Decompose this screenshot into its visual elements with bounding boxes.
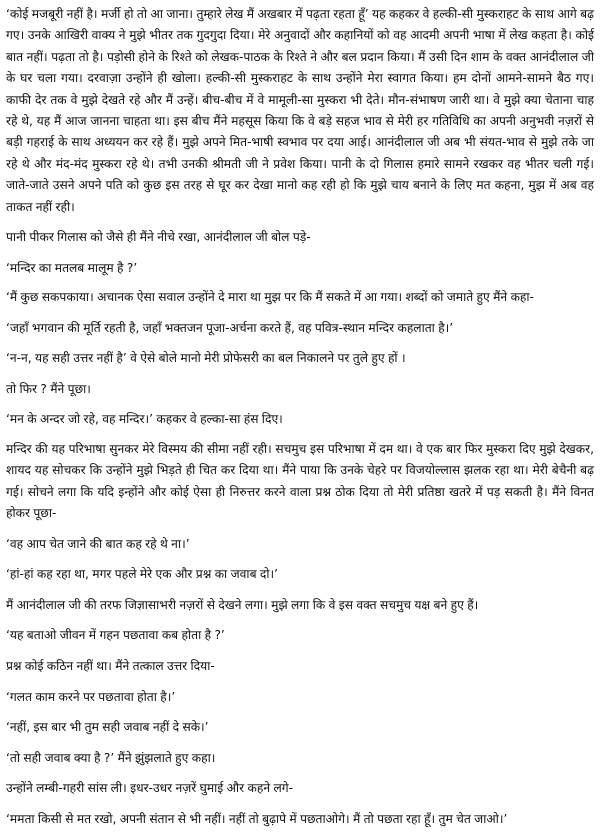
dialogue-regret-question: ‘यह बताओ जीवन में गहन पछतावा कब होता है ?’ <box>6 628 225 643</box>
dialogue-warning-reminder: ‘वह आप चेत जाने की बात कह रहे थे ना।’ <box>6 536 190 551</box>
story-paragraph-yaksha: मैं आनंदीलाल जी की तरफ जिज्ञासाभरी नज़रों से देखने लगा। मुझे लगा कि वे इस वक्त सचमुच यक्ष बने हुए हैं। <box>6 597 479 612</box>
dialogue-wrong-again: ‘नहीं, इस बार भी तुम सही जवाब नहीं दे सके।’ <box>6 720 209 735</box>
story-paragraph-sigh: उन्होंने लम्बी-गहरी सांस ली। इधर-उधर नज़रें घुमाई और कहने लगे- <box>6 781 293 796</box>
dialogue-temple-definition: ‘मन के अन्दर जो रहे, वह मन्दिर।’ कहकर वे हल्का-सा हंस दिए। <box>6 412 283 427</box>
dialogue-another-question: ‘हां-हां कह रहा था, मगर पहले मेरे एक और प्रश्न का जवाब दो।’ <box>6 567 279 582</box>
dialogue-temple-question: ‘मन्दिर का मतलब मालूम है ?’ <box>6 260 138 275</box>
dialogue-then-what: तो फिर ? मैंने पूछा। <box>6 381 91 396</box>
story-paragraph-water: पानी पीकर गिलास को जैसे ही मैंने नीचे रखा, आनंदीलाल जी बोल पड़े- <box>6 230 311 245</box>
dialogue-final-advice: ‘ममता किसी से मत रखो, अपनी संतान से भी नहीं। नहीं तो बुढ़ापे में पछताओगे। मैं तो पछता रहा हूँ। तुम चेत जाओ।’ <box>6 812 508 826</box>
story-paragraph-visit: ‘कोई मजबूरी नहीं है। मर्जी हो तो आ जाना। तुम्हारे लेख मैं अखबार में पढ़ता रहता हूँ’ यह कहकर वे हल्की-सी मुस्कराहट के साथ आगे बढ़ गए। उनके आखिरी वाक्य ने मुझे भीतर तक गुदगुदा दिया। मेरे अनुवादों और कहानियों को वह आदमी अपनी भाषा में लेख कहता है। कोई बात नहीं। पढ़ता तो है। पड़ोसी होने के रिश्ते को लेखक-पाठक के रिश्ते ने और बल प्रदान किया। मैं उसी दिन शाम के वक्त आनंदीलाल जी के घर चला गया। दरवाज़ा उन्होंने ही खोला। हल्की-सी मुस्कराहट के साथ उन्होंने मेरा स्वागत किया। हम दोनों आमने-सामने बैठ गए। काफी देर तक वे मुझे देखते रहे और मैं उन्हें। बीच-बीच में वे मामूली-सा मुस्करा भी देते। मौन-संभाषण जारी था। वे मुझे क्या चेताना चाह रहे थे, यह मैं आज जानना चाहता था। इस बीच मैंने महसूस किया कि वे बड़े सहज भाव से मेरी हर गतिविधि का अपनी अनुभवी नज़रों से बड़ी गहराई के साथ अध्ययन कर रहे हैं। मुझे अपने मित-भाषी स्वभाव पर दया आई। आनंदीलाल जी अब भी संयत-भाव से मुझे तके जा रहे थे और मंद-मंद मुस्करा रहे थे। तभी उनकी श्रीमती जी ने प्रवेश किया। पानी के दो गिलास हमारे सामने रखकर वह भीतर चली गई। जाते-जाते उसने अपने पति को कुछ इस तरह से घूर कर देखा मानो कह रही हो कि मुझे चाय बनाने के लिए मत कहना, मुझ में अब वह ताकत नहीं रही। <box>6 7 594 214</box>
dialogue-temple-answer: ‘जहाँ भगवान की मूर्ति रहती है, जहाँ भक्तजन पूजा-अर्चना करते हैं, वह पवित्र-स्थान मन्दिर कहलाता है।’ <box>6 320 454 335</box>
story-page <box>6 4 594 839</box>
story-paragraph-hesitation: ‘मैं कुछ सकपकाया। अचानक ऐसा सवाल उन्होंने दे मारा था मुझ पर कि मैं सकते में आ गया। शब्दों को जमाते हुए मैंने कहा- <box>6 290 534 305</box>
story-paragraph-astonishment: मन्दिर की यह परिभाषा सुनकर मेरे विस्मय की सीमा नहीं रही। सचमुच इस परिभाषा में दम था। वे एक बार फिर मुस्करा दिए मुझे देखकर, शायद यह सोचकर कि उन्होंने मुझे भिड़ते ही चित कर दिया था। मैंने पाया कि उनके चेहरे पर विजयोल्लास झलक रहा था। मेरी बेचैनी बढ़ गई। सोचने लगा कि यदि इन्होंने और कोई ऐसा ही निरुत्तर करने वाला प्रश्न ठोक दिया तो मेरी प्रतिष्ठा खतरे में पड़ सकती है। मैंने विनत होकर पूछा- <box>6 442 594 521</box>
dialogue-what-is-right: ‘तो सही जवाब क्या है ?’ मैंने झुंझलाते हुए कहा। <box>6 750 216 765</box>
story-paragraph-easy-question: प्रश्न कोई कठिन नहीं था। मैंने तत्काल उत्तर दिया- <box>6 659 215 674</box>
dialogue-wrong-deeds: ‘गलत काम करने पर पछतावा होता है।’ <box>6 689 176 704</box>
dialogue-not-correct: ‘न-न, यह सही उत्तर नहीं है’ वे ऐसे बोले मानो मेरी प्रोफेसरी का बल निकालने पर तुले हुए हों । <box>6 351 406 366</box>
